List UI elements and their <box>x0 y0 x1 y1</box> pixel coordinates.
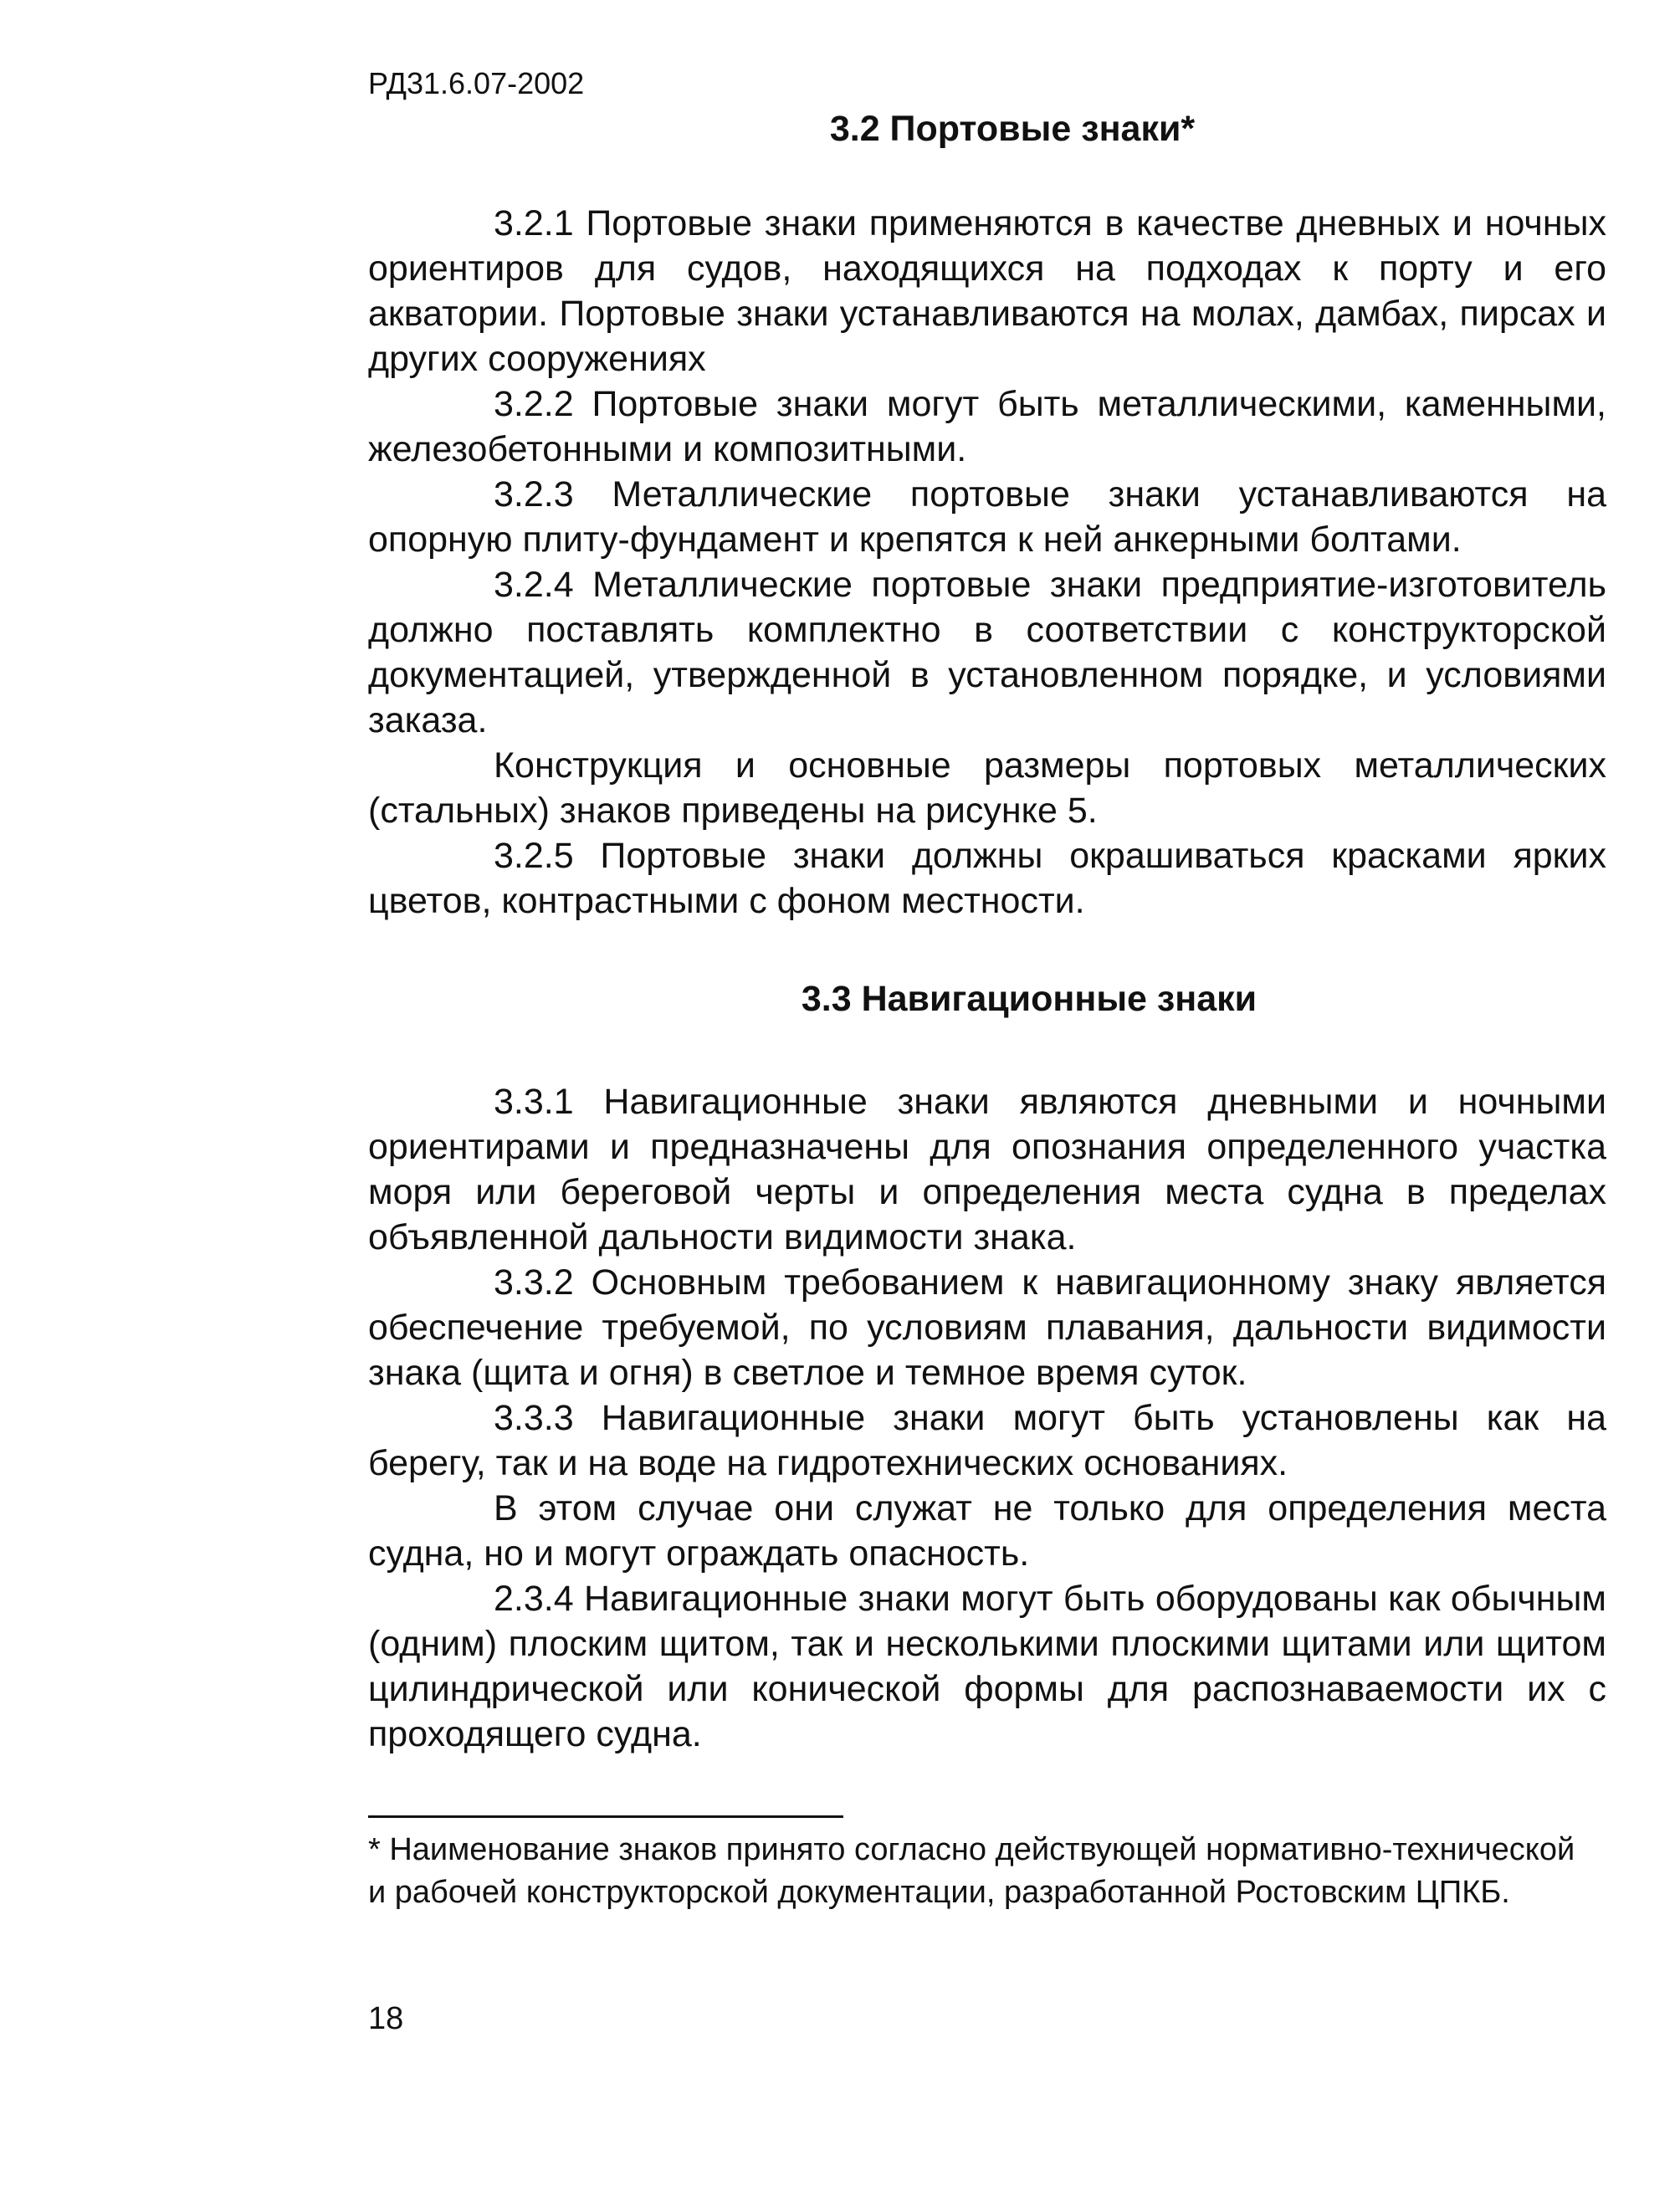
page-number: 18 <box>368 2001 404 2036</box>
paragraph-2-3-4: 2.3.4 Навигационные знаки могут быть оборудованы как обычным (одним) плоским щитом, так и несколькими плоскими щитами или щитом цилиндрической или конической формы для распознаваемости их с проходящего судна. <box>368 1579 1606 1754</box>
footnote: * Наименование знаков принято согласно действующей нормативно-технической и рабочей конструкторской документации, разработанной Ростовским ЦПКБ. <box>368 1832 1575 1910</box>
section-3-3-title: 3.3 Навигационные знаки <box>801 979 1257 1019</box>
paragraph-3-2-4-construction: Конструкция и основные размеры портовых металлических (стальных) знаков приведены на рисунке 5. <box>368 745 1606 831</box>
paragraph-3-2-4: 3.2.4 Металлические портовые знаки предприятие-изготовитель должно поставлять комплектно в соответствии с конструкторской документацией, утвержденной в установленном порядке, и условиями заказа. <box>368 565 1606 740</box>
paragraph-3-2-1: 3.2.1 Портовые знаки применяются в качестве дневных и ночных ориентиров для судов, находящихся на подходах к порту и его акватории. Портовые знаки устанавливаются на молах, дамбах, пирсах и других сооружениях <box>368 203 1606 379</box>
paragraph-3-3-2: 3.3.2 Основным требованием к навигационному знаку является обеспечение требуемой, по условиям плавания, дальности видимости знака (щита и огня) в светлое и темное время суток. <box>368 1262 1606 1393</box>
section-3-3-body <box>368 1079 1606 1757</box>
paragraph-3-2-5: 3.2.5 Портовые знаки должны окрашиваться красками ярких цветов, контрастными с фоном местности. <box>368 836 1606 921</box>
section-3-2-body <box>368 201 1606 924</box>
paragraph-3-3-3: 3.3.3 Навигационные знаки могут быть установлены как на берегу, так и на воде на гидротехнических основаниях. <box>368 1398 1606 1483</box>
footnote-divider <box>368 1815 843 1818</box>
paragraph-3-3-3-note: В этом случае они служат не только для определения места судна, но и могут ограждать опасность. <box>368 1488 1606 1574</box>
document-code: РД31.6.07-2002 <box>368 66 585 100</box>
paragraph-3-2-2: 3.2.2 Портовые знаки могут быть металлическими, каменными, железобетонными и композитными. <box>368 384 1606 469</box>
paragraph-3-2-3: 3.2.3 Металлические портовые знаки устанавливаются на опорную плиту-фундамент и крепятся к ней анкерными болтами. <box>368 474 1606 560</box>
section-3-2-title: 3.2 Портовые знаки* <box>829 109 1196 149</box>
paragraph-3-3-1: 3.3.1 Навигационные знаки являются дневными и ночными ориентирами и предназначены для опознания определенного участка моря или береговой черты и определения места судна в пределах объявленной дальности видимости знака. <box>368 1082 1606 1257</box>
